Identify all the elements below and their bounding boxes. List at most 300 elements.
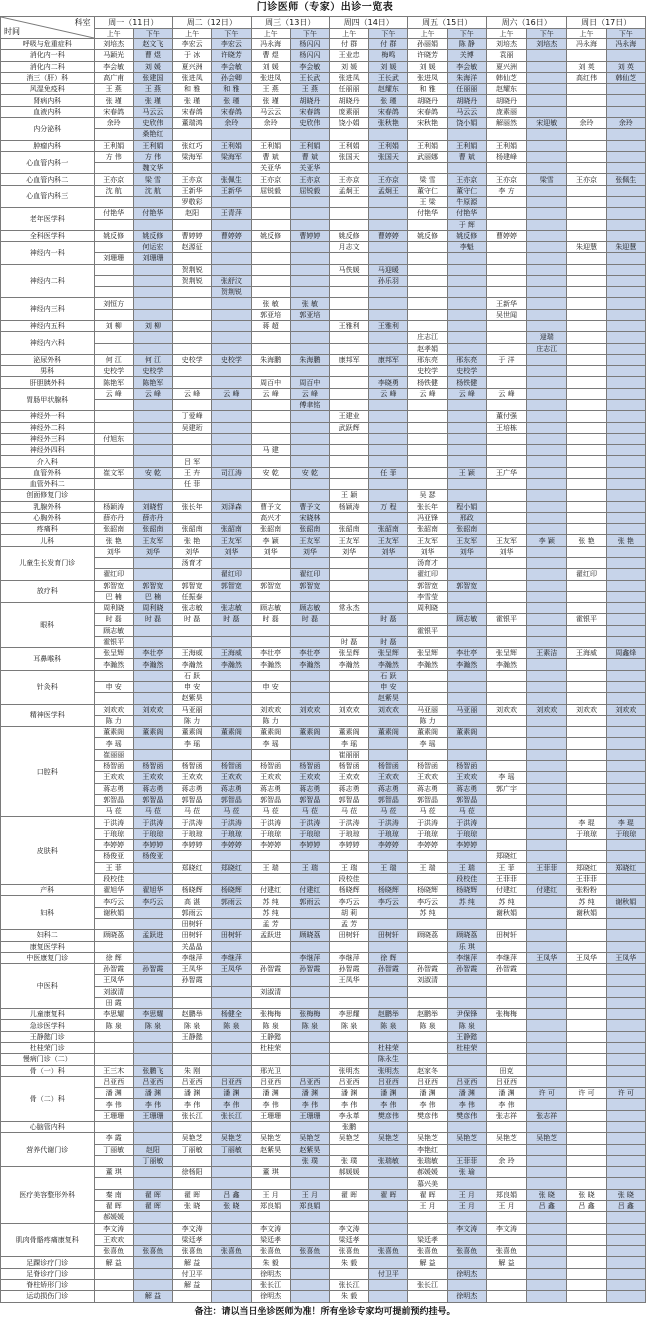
doctor-cell: 王长武 (369, 72, 408, 83)
doctor-cell: 王 瑞 (251, 862, 290, 873)
doctor-cell (251, 693, 290, 704)
doctor-cell: 夏兴洲 (173, 61, 212, 72)
doctor-cell: 曹 斌 (290, 151, 329, 162)
doctor-cell (173, 298, 212, 309)
doctor-cell (486, 975, 526, 986)
doctor-cell: 郭雨云 (173, 907, 212, 918)
doctor-cell (329, 298, 368, 309)
doctor-cell (212, 1223, 251, 1234)
schedule-row (1, 445, 646, 456)
doctor-cell: 宋秋艳 (408, 117, 447, 128)
doctor-cell (212, 1155, 251, 1166)
doctor-cell: 王新华 (173, 185, 212, 196)
doctor-cell: 王欢欢 (212, 772, 251, 783)
doctor-cell: 张 晓 (527, 1189, 567, 1200)
doctor-cell: 李 伟 (408, 1099, 447, 1110)
schedule-row (1, 964, 646, 975)
doctor-cell (567, 659, 606, 670)
doctor-cell: 李思耀 (94, 1009, 133, 1020)
doctor-cell: 马 莅 (251, 806, 290, 817)
doctor-cell (133, 1133, 172, 1144)
doctor-cell: 云 峰 (94, 388, 133, 399)
doctor-cell (486, 1279, 526, 1290)
doctor-cell (527, 817, 567, 828)
doctor-cell (567, 366, 606, 377)
doctor-cell (606, 918, 645, 929)
doctor-cell (486, 1212, 526, 1223)
doctor-cell: 梁 雪 (133, 174, 172, 185)
doctor-cell: 王菲菲 (486, 873, 526, 884)
department-name: 康复医学科 (1, 941, 95, 952)
doctor-cell (527, 388, 567, 399)
doctor-cell: 刘 媛 (251, 61, 290, 72)
doctor-cell (447, 422, 486, 433)
doctor-cell: 屈锐毅 (290, 185, 329, 196)
doctor-cell (567, 524, 606, 535)
doctor-cell: 张 晓 (567, 1189, 606, 1200)
doctor-cell: 姚反修 (133, 230, 172, 241)
department-name: 血管外科二 (1, 478, 95, 489)
doctor-cell: 李壮亭 (133, 648, 172, 659)
schedule-row (1, 1189, 646, 1200)
doctor-cell: 许 可 (567, 1088, 606, 1099)
doctor-cell (369, 557, 408, 568)
doctor-cell (486, 986, 526, 997)
doctor-cell: 张 瑾 (94, 95, 133, 106)
doctor-cell (133, 400, 172, 411)
schedule-row (1, 343, 646, 354)
doctor-cell (527, 354, 567, 365)
doctor-cell (527, 1234, 567, 1245)
doctor-cell (527, 591, 567, 602)
doctor-cell: 蒋 超 (251, 321, 290, 332)
doctor-cell (606, 219, 645, 230)
doctor-cell: 蒋志勇 (212, 783, 251, 794)
doctor-cell: 吴世闻 (486, 309, 526, 320)
doctor-cell: 王素洁 (527, 648, 567, 659)
doctor-cell: 李思耀 (329, 1009, 368, 1020)
doctor-cell (329, 693, 368, 704)
doctor-cell (527, 524, 567, 535)
doctor-cell (369, 242, 408, 253)
doctor-cell (369, 1234, 408, 1245)
doctor-cell: 田树轩 (369, 930, 408, 941)
doctor-cell: 武跃辉 (329, 422, 368, 433)
doctor-cell: 张梅梅 (290, 1009, 329, 1020)
doctor-cell (212, 219, 251, 230)
doctor-cell (251, 366, 290, 377)
doctor-cell: 郭智晶 (447, 794, 486, 805)
doctor-cell: 庞素丽 (486, 106, 526, 117)
doctor-cell: 王亦京 (486, 174, 526, 185)
doctor-cell: 王 瑞 (329, 862, 368, 873)
doctor-cell (369, 422, 408, 433)
doctor-cell: 王凤华 (329, 975, 368, 986)
doctor-cell: 时 磊 (329, 636, 368, 647)
doctor-cell: 于洪涛 (212, 817, 251, 828)
doctor-cell (251, 941, 290, 952)
schedule-row (1, 738, 646, 749)
doctor-cell (486, 1043, 526, 1054)
doctor-cell (606, 1099, 645, 1110)
doctor-cell (173, 309, 212, 320)
doctor-cell: 郭智晶 (173, 794, 212, 805)
schedule-row (1, 952, 646, 963)
doctor-cell (527, 309, 567, 320)
doctor-cell: 姚反修 (408, 230, 447, 241)
doctor-cell: 马佚媛 (329, 264, 368, 275)
doctor-cell (212, 298, 251, 309)
doctor-cell (133, 941, 172, 952)
doctor-cell: 何 江 (94, 354, 133, 365)
doctor-cell: 吕亚西 (408, 1076, 447, 1087)
doctor-cell: 刘淑清 (408, 975, 447, 986)
doctor-cell: 孙智霞 (251, 964, 290, 975)
doctor-cell (606, 84, 645, 95)
doctor-cell (290, 986, 329, 997)
doctor-cell: 顾晓荔 (408, 930, 447, 941)
doctor-cell: 郭智晶 (290, 794, 329, 805)
schedule-row (1, 715, 646, 726)
doctor-cell: 段校佳 (94, 873, 133, 884)
schedule-row (1, 783, 646, 794)
doctor-cell (606, 749, 645, 760)
doctor-cell (173, 625, 212, 636)
doctor-cell: 李文涛 (94, 1223, 133, 1234)
doctor-cell (486, 524, 526, 535)
doctor-cell: 宋春鸽 (369, 106, 408, 117)
doctor-cell (133, 907, 172, 918)
doctor-cell: 付卫平 (369, 1268, 408, 1279)
doctor-cell: 郭智晶 (212, 794, 251, 805)
doctor-cell: 张梅梅 (251, 1009, 290, 1020)
doctor-cell (606, 1212, 645, 1223)
doctor-cell: 潘 渊 (329, 1088, 368, 1099)
doctor-cell (486, 366, 526, 377)
doctor-cell: 刘培杰 (527, 39, 567, 50)
doctor-cell: 邢东亮 (408, 354, 447, 365)
doctor-cell (369, 445, 408, 456)
doctor-cell (527, 851, 567, 862)
doctor-cell (173, 749, 212, 760)
doctor-cell (447, 275, 486, 286)
doctor-cell: 田树轩 (173, 930, 212, 941)
doctor-cell (447, 569, 486, 580)
doctor-cell: 吴艳芝 (527, 1133, 567, 1144)
doctor-cell: 李瀚然 (133, 659, 172, 670)
doctor-cell (133, 1268, 172, 1279)
doctor-cell (408, 1043, 447, 1054)
doctor-cell (486, 727, 526, 738)
doctor-cell: 田树轩 (212, 930, 251, 941)
doctor-cell: 余 玲 (486, 1155, 526, 1166)
doctor-cell (486, 1144, 526, 1155)
doctor-cell (290, 591, 329, 602)
doctor-cell (290, 129, 329, 140)
doctor-cell (94, 1031, 133, 1042)
doctor-cell: 李婷婷 (369, 839, 408, 850)
doctor-cell: 郑良娟 (251, 1200, 290, 1211)
doctor-cell (290, 997, 329, 1008)
doctor-cell (369, 332, 408, 343)
doctor-cell (369, 625, 408, 636)
doctor-cell: 吕亚西 (447, 1076, 486, 1087)
doctor-cell: 魏文华 (133, 163, 172, 174)
doctor-cell: 于洪涛 (251, 817, 290, 828)
doctor-cell: 王广华 (486, 467, 526, 478)
doctor-cell (567, 738, 606, 749)
doctor-cell: 蒋志勇 (329, 783, 368, 794)
doctor-cell: 丁丽敏 (212, 1144, 251, 1155)
doctor-cell (133, 490, 172, 501)
doctor-cell: 王友军 (133, 535, 172, 546)
doctor-cell (567, 309, 606, 320)
doctor-cell (212, 377, 251, 388)
doctor-cell (251, 997, 290, 1008)
doctor-cell (251, 1054, 290, 1065)
doctor-cell (486, 163, 526, 174)
doctor-cell (329, 682, 368, 693)
doctor-cell (369, 343, 408, 354)
doctor-cell: 周利晓 (408, 603, 447, 614)
doctor-cell (486, 715, 526, 726)
doctor-cell: 李 伟 (369, 1099, 408, 1110)
doctor-cell: 刘淑清 (251, 986, 290, 997)
department-name: 耳鼻喉科 (1, 648, 95, 671)
doctor-cell: 王亦京 (329, 174, 368, 185)
doctor-cell: 杨智函 (447, 761, 486, 772)
doctor-cell: 王业忠 (329, 50, 368, 61)
doctor-cell (447, 456, 486, 467)
doctor-cell: 王友军 (408, 535, 447, 546)
corner-cell (1, 17, 95, 39)
doctor-cell (251, 952, 290, 963)
doctor-cell (567, 219, 606, 230)
doctor-cell (527, 219, 567, 230)
doctor-cell: 吴建珩 (173, 422, 212, 433)
doctor-cell: 万 程 (369, 501, 408, 512)
schedule-row (1, 422, 646, 433)
doctor-cell (527, 1122, 567, 1133)
doctor-cell (173, 433, 212, 444)
doctor-cell (447, 163, 486, 174)
doctor-cell: 张喜鱼 (94, 1246, 133, 1257)
doctor-cell: 郭智宽 (133, 580, 172, 591)
doctor-cell: 李文涛 (329, 1223, 368, 1234)
doctor-cell (369, 907, 408, 918)
doctor-cell: 吕亚西 (212, 1076, 251, 1087)
doctor-cell: 顾晓荔 (447, 930, 486, 941)
doctor-cell (527, 569, 567, 580)
doctor-cell (173, 1043, 212, 1054)
doctor-cell (486, 1178, 526, 1189)
doctor-cell (527, 546, 567, 557)
doctor-cell: 朱迎慧 (567, 242, 606, 253)
doctor-cell (290, 693, 329, 704)
doctor-cell (447, 321, 486, 332)
doctor-cell: 李婷婷 (329, 839, 368, 850)
doctor-cell: 周利晓 (133, 603, 172, 614)
doctor-cell: 王建业 (329, 411, 368, 422)
doctor-cell (369, 986, 408, 997)
doctor-cell: 刘晓哲 (133, 501, 172, 512)
doctor-cell (447, 253, 486, 264)
doctor-cell (567, 1246, 606, 1257)
doctor-cell: 潘 渊 (173, 1088, 212, 1099)
doctor-cell: 李 伟 (251, 1099, 290, 1110)
doctor-cell: 张长江 (212, 1110, 251, 1121)
doctor-cell (329, 614, 368, 625)
doctor-cell: 姚反修 (329, 230, 368, 241)
schedule-row (1, 174, 646, 185)
doctor-cell (290, 975, 329, 986)
doctor-cell: 张 艳 (606, 535, 645, 546)
schedule-row (1, 512, 646, 523)
doctor-cell: 翟 晖 (133, 1189, 172, 1200)
doctor-cell: 解 益 (486, 1257, 526, 1268)
doctor-cell (486, 445, 526, 456)
doctor-cell: 朱 毅 (329, 1257, 368, 1268)
doctor-cell (329, 851, 368, 862)
doctor-cell (527, 208, 567, 219)
doctor-cell: 马 建 (251, 445, 290, 456)
doctor-cell (447, 625, 486, 636)
doctor-cell (486, 997, 526, 1008)
doctor-cell (133, 715, 172, 726)
doctor-cell (290, 1257, 329, 1268)
doctor-cell: 刘珊珊 (133, 253, 172, 264)
doctor-cell (606, 659, 645, 670)
doctor-cell: 姚反修 (94, 230, 133, 241)
doctor-cell (290, 625, 329, 636)
doctor-cell: 桑艳红 (133, 129, 172, 140)
doctor-cell (606, 1031, 645, 1042)
doctor-cell (527, 715, 567, 726)
doctor-cell: 郑良娟 (290, 1200, 329, 1211)
department-name: 神经内三科 (1, 298, 95, 321)
doctor-cell (606, 1178, 645, 1189)
schedule-row (1, 117, 646, 128)
doctor-cell: 康邦军 (329, 354, 368, 365)
doctor-cell: 付艳华 (408, 208, 447, 219)
doctor-cell (408, 749, 447, 760)
doctor-cell: 王 月 (290, 1189, 329, 1200)
doctor-cell: 孟炯王 (329, 185, 368, 196)
doctor-cell (369, 456, 408, 467)
day-header-row (1, 17, 646, 29)
doctor-cell (369, 163, 408, 174)
doctor-cell: 吴艳芝 (408, 1133, 447, 1144)
doctor-cell (94, 1122, 133, 1133)
doctor-cell: 李瀚然 (329, 659, 368, 670)
doctor-cell (527, 377, 567, 388)
doctor-cell: 韩仙芝 (486, 72, 526, 83)
doctor-cell: 梁雪 (527, 174, 567, 185)
doctor-cell: 关亚华 (251, 163, 290, 174)
doctor-cell: 付艳华 (94, 208, 133, 219)
department-name: 肝胆胰外科 (1, 377, 95, 388)
doctor-cell: 高红伟 (567, 72, 606, 83)
schedule-row (1, 1088, 646, 1099)
doctor-cell (606, 986, 645, 997)
doctor-cell: 刘恒方 (94, 298, 133, 309)
doctor-cell (567, 1223, 606, 1234)
doctor-cell: 李巧云 (408, 896, 447, 907)
doctor-cell (606, 354, 645, 365)
doctor-cell (290, 242, 329, 253)
afternoon-header: 下午 (212, 29, 251, 39)
schedule-row (1, 456, 646, 467)
doctor-cell (94, 918, 133, 929)
schedule-row (1, 1065, 646, 1076)
doctor-cell (567, 388, 606, 399)
doctor-cell (212, 693, 251, 704)
schedule-row (1, 140, 646, 151)
doctor-cell (486, 478, 526, 489)
doctor-cell (173, 851, 212, 862)
doctor-cell (527, 659, 567, 670)
doctor-cell: 杨晓辉 (212, 885, 251, 896)
doctor-cell: 赵紫昊 (369, 693, 408, 704)
doctor-cell: 李巧云 (94, 896, 133, 907)
doctor-cell: 王 燕 (290, 84, 329, 95)
doctor-cell: 张韶南 (251, 524, 290, 535)
doctor-cell: 李 瑶 (329, 738, 368, 749)
doctor-cell (527, 772, 567, 783)
doctor-cell: 王菲菲 (567, 873, 606, 884)
doctor-cell: 郭广宇 (486, 783, 526, 794)
doctor-cell (606, 287, 645, 298)
doctor-cell: 申 安 (369, 682, 408, 693)
doctor-cell (527, 1279, 567, 1290)
doctor-cell: 刘华 (447, 546, 486, 557)
doctor-cell (606, 997, 645, 1008)
doctor-cell: 李 琨 (567, 817, 606, 828)
doctor-cell (606, 580, 645, 591)
doctor-cell (527, 614, 567, 625)
doctor-cell: 赵鹏举 (369, 1009, 408, 1020)
schedule-row (1, 591, 646, 602)
doctor-cell: 马云云 (133, 106, 172, 117)
doctor-cell: 张长年 (173, 501, 212, 512)
doctor-cell (486, 670, 526, 681)
doctor-cell (290, 715, 329, 726)
schedule-row (1, 896, 646, 907)
doctor-cell: 朱海鹏 (251, 354, 290, 365)
schedule-row (1, 1268, 646, 1279)
doctor-cell: 陈 力 (173, 715, 212, 726)
doctor-cell (133, 287, 172, 298)
schedule-row (1, 873, 646, 884)
doctor-cell (173, 377, 212, 388)
doctor-cell (212, 682, 251, 693)
doctor-cell (408, 851, 447, 862)
doctor-cell: 安 乾 (133, 467, 172, 478)
doctor-cell: 翟旭华 (94, 885, 133, 896)
doctor-cell: 张呈辉 (94, 648, 133, 659)
doctor-cell: 杨俊亚 (133, 851, 172, 862)
doctor-cell (486, 682, 526, 693)
doctor-cell (173, 997, 212, 1008)
doctor-cell: 陈 泉 (447, 1020, 486, 1031)
doctor-cell (212, 975, 251, 986)
doctor-cell: 顾志敏 (447, 614, 486, 625)
doctor-cell: 张 敏 (251, 298, 290, 309)
doctor-cell (251, 287, 290, 298)
afternoon-header: 下午 (527, 29, 567, 39)
doctor-cell (173, 287, 212, 298)
doctor-cell (251, 490, 290, 501)
